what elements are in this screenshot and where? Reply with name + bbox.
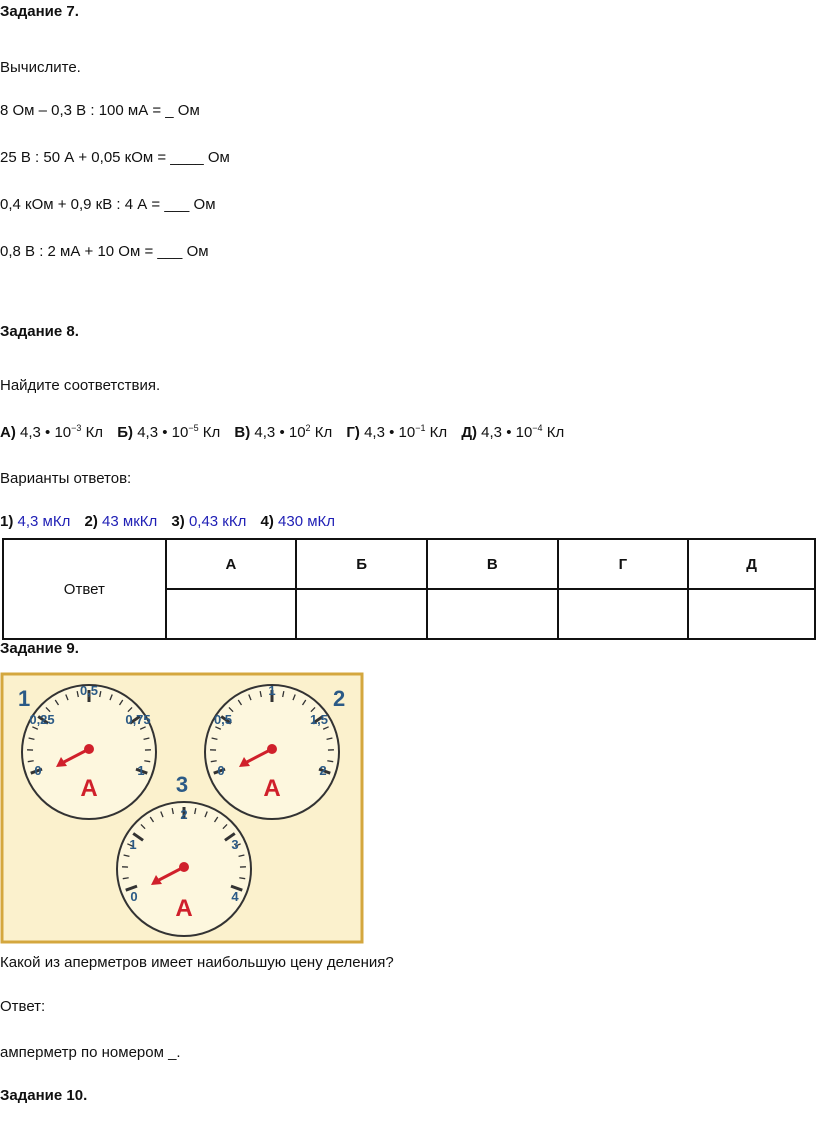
task8-item-b: Б) 4,3 • $10^{-5}$ Кл — [117, 423, 221, 441]
tick-label: 4 — [231, 889, 239, 904]
tick-label: 1,5 — [309, 712, 329, 727]
task7-instruction: Вычислите. — [0, 59, 81, 76]
task8-item-v: В) 4,3 • $10^2$ Кл — [234, 423, 333, 441]
task7-line-3: 0,4 кОм + 0,9 кВ : 4 А = ___ Ом — [0, 196, 216, 213]
task8-instruction: Найдите соответствия. — [0, 377, 161, 394]
answer-cell-d[interactable] — [688, 589, 815, 639]
tick-label: 2 — [319, 763, 327, 778]
tick-label: 0,5 — [79, 683, 99, 698]
task8-heading: Задание 8. — [0, 323, 79, 340]
ammeters-figure — [0, 672, 366, 946]
ammeter-1-number: 1 — [18, 686, 31, 711]
answer-cell-b[interactable] — [296, 589, 427, 639]
task7-line-2: 25 В : 50 А + 0,05 кОм = ____ Ом — [0, 149, 230, 166]
answer-col-d: Д — [688, 539, 815, 589]
task7-heading: Задание 7. — [0, 3, 79, 20]
answer-col-a: А — [166, 539, 297, 589]
answer-table — [2, 538, 816, 640]
tick-label: 1 — [137, 763, 145, 778]
tick-label: 0 — [34, 763, 42, 778]
option-3: 3) 0,43 кКл — [171, 513, 247, 530]
task8-item-a: А) 4,3 • $10^{-3}$ Кл — [0, 423, 104, 441]
unit-symbol: A — [263, 775, 281, 802]
tick-label: 3 — [231, 837, 239, 852]
answer-col-g: Г — [558, 539, 689, 589]
task9-question: Какой из аперметров имеет наибольшую цену деления? — [0, 954, 394, 971]
needle-pivot — [267, 744, 277, 754]
tick-label: 0,25 — [29, 712, 55, 727]
minor-tick — [123, 878, 129, 879]
unit-symbol: A — [80, 775, 98, 802]
task10-heading: Задание 10. — [0, 1087, 88, 1104]
minor-tick — [327, 761, 333, 762]
task7-line-1: 8 Ом – 0,3 В : 100 мА = _ Ом — [0, 102, 200, 119]
task8-options — [0, 513, 335, 530]
tick-label: 0 — [130, 889, 138, 904]
tick-label: 1 — [268, 683, 276, 698]
task8-options-heading: Варианты ответов: — [0, 470, 132, 487]
unit-symbol: A — [175, 895, 193, 922]
task9-answer-label: Ответ: — [0, 998, 46, 1015]
option-1: 1) 4,3 мКл — [0, 513, 71, 530]
minor-tick — [239, 878, 245, 879]
answer-cell-v[interactable] — [427, 589, 558, 639]
minor-tick — [211, 761, 217, 762]
tick-label: 2 — [180, 807, 188, 822]
answer-col-b: Б — [296, 539, 427, 589]
task8-items — [0, 424, 564, 441]
needle-pivot — [179, 862, 189, 872]
task8-item-d: Д) 4,3 • $10^{-4}$ Кл — [461, 423, 565, 441]
ammeter-2-number: 2 — [333, 686, 346, 711]
tick-label: 0 — [217, 763, 225, 778]
answer-row-label: Ответ — [3, 539, 166, 639]
answer-cell-g[interactable] — [558, 589, 689, 639]
task9-answer-line: амперметр по номером _. — [0, 1044, 181, 1061]
answer-col-v: В — [427, 539, 558, 589]
task8-item-g: Г) 4,3 • $10^{-1}$ Кл — [346, 423, 448, 441]
needle-pivot — [84, 744, 94, 754]
task9-heading: Задание 9. — [0, 640, 79, 657]
option-2: 2) 43 мкКл — [84, 513, 158, 530]
tick-label: 0,5 — [213, 712, 233, 727]
tick-label: 0,75 — [125, 712, 151, 727]
minor-tick — [144, 761, 150, 762]
minor-tick — [28, 761, 34, 762]
option-4: 4) 430 мКл — [260, 513, 336, 530]
task7-line-4: 0,8 В : 2 мА + 10 Ом = ___ Ом — [0, 243, 209, 260]
ammeter-3-number: 3 — [175, 772, 189, 797]
answer-cell-a[interactable] — [166, 589, 297, 639]
tick-label: 1 — [129, 837, 137, 852]
